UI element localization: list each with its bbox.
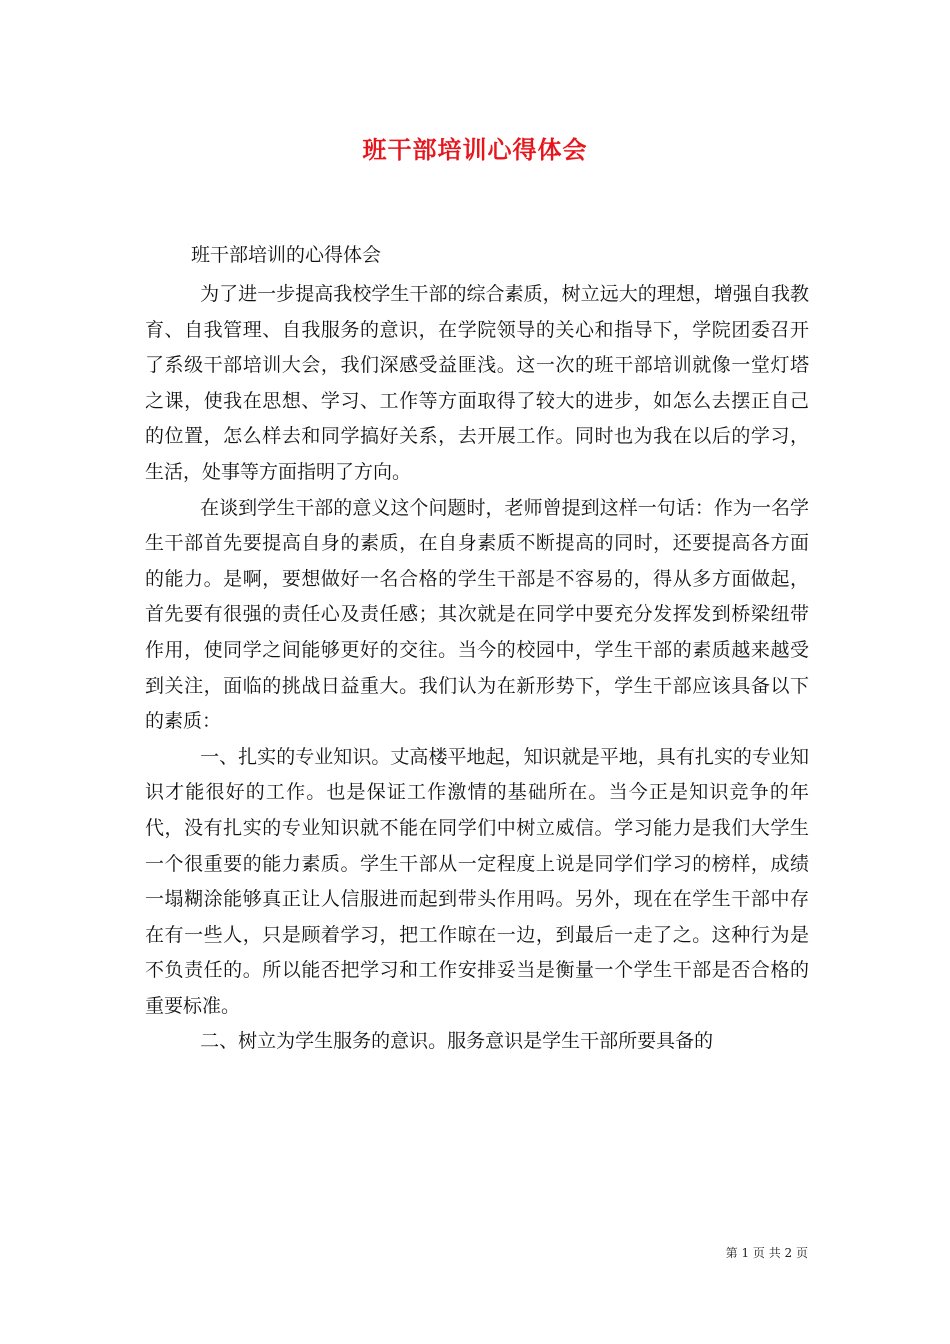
- paragraph-point-one: 一、扎实的专业知识。丈高楼平地起，知识就是平地，具有扎实的专业知识才能很好的工作。也是保证工作激情的基础所在。当今正是知识竞争的年代，没有扎实的专业知识就不能在同学们中树立威信。学习能力是我们大学生一个很重要的能力素质。学生干部从一定程度上说是同学们学习的榜样，成绩一塌糊涂能够真正让人信服进而起到带头作用吗。另外，现在在学生干部中存在有一些人，只是顾着学习，把工作晾在一边，到最后一走了之。这种行为是不负责任的。所以能否把学习和工作安排妥当是衡量一个学生干部是否合格的重要标准。: [145, 745, 809, 1017]
- paragraph-point-two: 二、树立为学生服务的意识。服务意识是学生干部所要具备的: [200, 1030, 714, 1053]
- document-subtitle: 班干部培训的心得体会: [191, 244, 382, 266]
- paragraph-meaning: 在谈到学生干部的意义这个问题时，老师曾提到这样一句话：作为一名学生干部首先要提高自身的素质，在自身素质不断提高的同时，还要提高各方面的能力。是啊，要想做好一名合格的学生干部是不容易的，得从多方面做起，首先要有很强的责任心及责任感；其次就是在同学中要充分发挥发到桥梁纽带作用，使同学之间能够更好的交往。当今的校园中，学生干部的素质越来越受到关注，面临的挑战日益重大。我们认为在新形势下，学生干部应该具备以下的素质：: [145, 496, 809, 733]
- document-body: [145, 277, 809, 1060]
- paragraph-intro: 为了进一步提高我校学生干部的综合素质，树立远大的理想，增强自我教育、自我管理、自我服务的意识，在学院领导的关心和指导下，学院团委召开了系级干部培训大会，我们深感受益匪浅。这一次的班干部培训就像一堂灯塔之课，使我在思想、学习、工作等方面取得了较大的进步，如怎么去摆正自己的位置，怎么样去和同学搞好关系，去开展工作。同时也为我在以后的学习，生活，处事等方面指明了方向。: [145, 283, 809, 483]
- document-title: 班干部培训心得体会: [362, 135, 588, 164]
- page-number: 第 1 页 共 2 页: [725, 1246, 808, 1260]
